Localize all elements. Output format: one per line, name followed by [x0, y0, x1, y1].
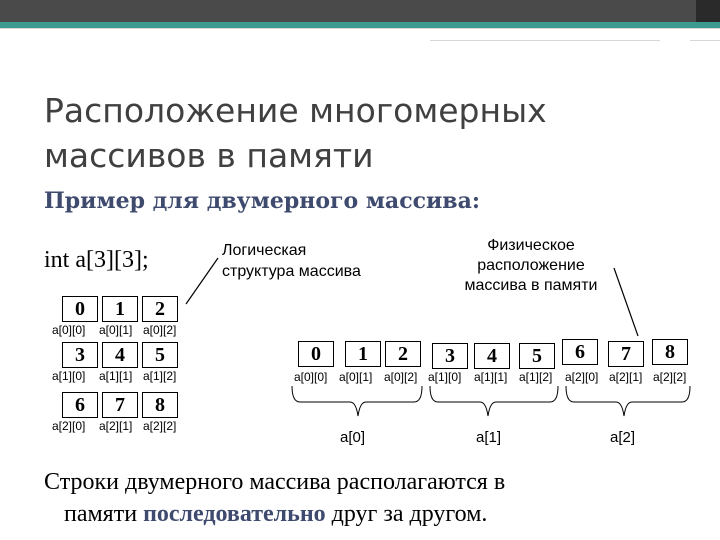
logical-cell: 1: [102, 296, 138, 322]
row-group-brace: [430, 386, 558, 416]
row-group-brace: [566, 386, 690, 416]
logical-cell: 8: [142, 392, 178, 418]
physical-index-label: a[1][2]: [519, 370, 553, 384]
physical-cell: 2: [385, 341, 421, 367]
physical-cell: 1: [345, 341, 381, 367]
slide-title-line1: Расположение многомерных: [44, 91, 547, 130]
bottom-line2-post: друг за другом.: [325, 501, 488, 527]
logical-index-label: a[2][0]: [52, 419, 86, 433]
physical-cell: 3: [432, 343, 468, 369]
bottom-line2: [44, 498, 684, 530]
physical-cell: 5: [519, 343, 555, 369]
physical-cell: 4: [474, 343, 510, 369]
bottom-statement: [44, 466, 684, 530]
physical-index-label: a[1][1]: [474, 370, 508, 384]
logical-index-label: a[2][1]: [99, 419, 133, 433]
logical-cell: 6: [62, 392, 98, 418]
physical-index-label: a[2][0]: [565, 370, 599, 384]
logical-cell: 2: [142, 296, 178, 322]
physical-cell: 6: [562, 339, 598, 365]
bottom-line2-pre: памяти: [64, 501, 144, 527]
logical-index-label: a[1][1]: [99, 369, 133, 383]
logical-index-label: a[0][0]: [52, 323, 86, 337]
physical-cell: 7: [608, 341, 644, 367]
logical-index-label: a[1][0]: [52, 369, 86, 383]
row-group-label: a[0]: [340, 429, 366, 446]
physical-note-line1: Физическое: [487, 237, 575, 254]
logical-cell: 4: [102, 342, 138, 368]
logical-note-line2: структура массива: [222, 263, 361, 280]
physical-note-line3: массива в памяти: [464, 277, 598, 294]
slide-title-line2: массивов в памяти: [44, 136, 374, 175]
logical-cell: 3: [62, 342, 98, 368]
logical-cell: 5: [142, 342, 178, 368]
slide-subtitle: Пример для двумерного массива:: [44, 188, 480, 214]
row-group-brace: [292, 386, 422, 416]
row-group-label: a[1]: [476, 429, 502, 446]
bottom-line1: Строки двумерного массива располагаются в: [44, 469, 506, 495]
logical-index-label: a[0][1]: [99, 323, 133, 337]
physical-index-label: a[1][0]: [428, 370, 462, 384]
physical-index-label: a[0][1]: [339, 370, 373, 384]
physical-index-label: a[2][2]: [653, 370, 687, 384]
physical-cell: 0: [298, 341, 334, 367]
physical-index-label: a[0][2]: [384, 370, 418, 384]
physical-index-label: a[0][0]: [294, 370, 328, 384]
physical-note-line2: расположение: [477, 257, 585, 274]
logical-index-label: a[0][2]: [143, 323, 177, 337]
logical-index-label: a[1][2]: [143, 369, 177, 383]
logical-cell: 0: [62, 296, 98, 322]
logical-index-label: a[2][2]: [143, 419, 177, 433]
physical-cell: 8: [652, 339, 688, 365]
physical-pointer-line: [614, 268, 638, 336]
array-declaration: int a[3][3];: [44, 247, 149, 273]
logical-pointer-line: [186, 258, 218, 304]
logical-note-line1: Логическая: [222, 242, 307, 259]
row-group-label: a[2]: [610, 429, 636, 446]
physical-index-label: a[2][1]: [609, 370, 643, 384]
emphasis-sequentially: последовательно: [143, 501, 326, 527]
logical-cell: 7: [102, 392, 138, 418]
